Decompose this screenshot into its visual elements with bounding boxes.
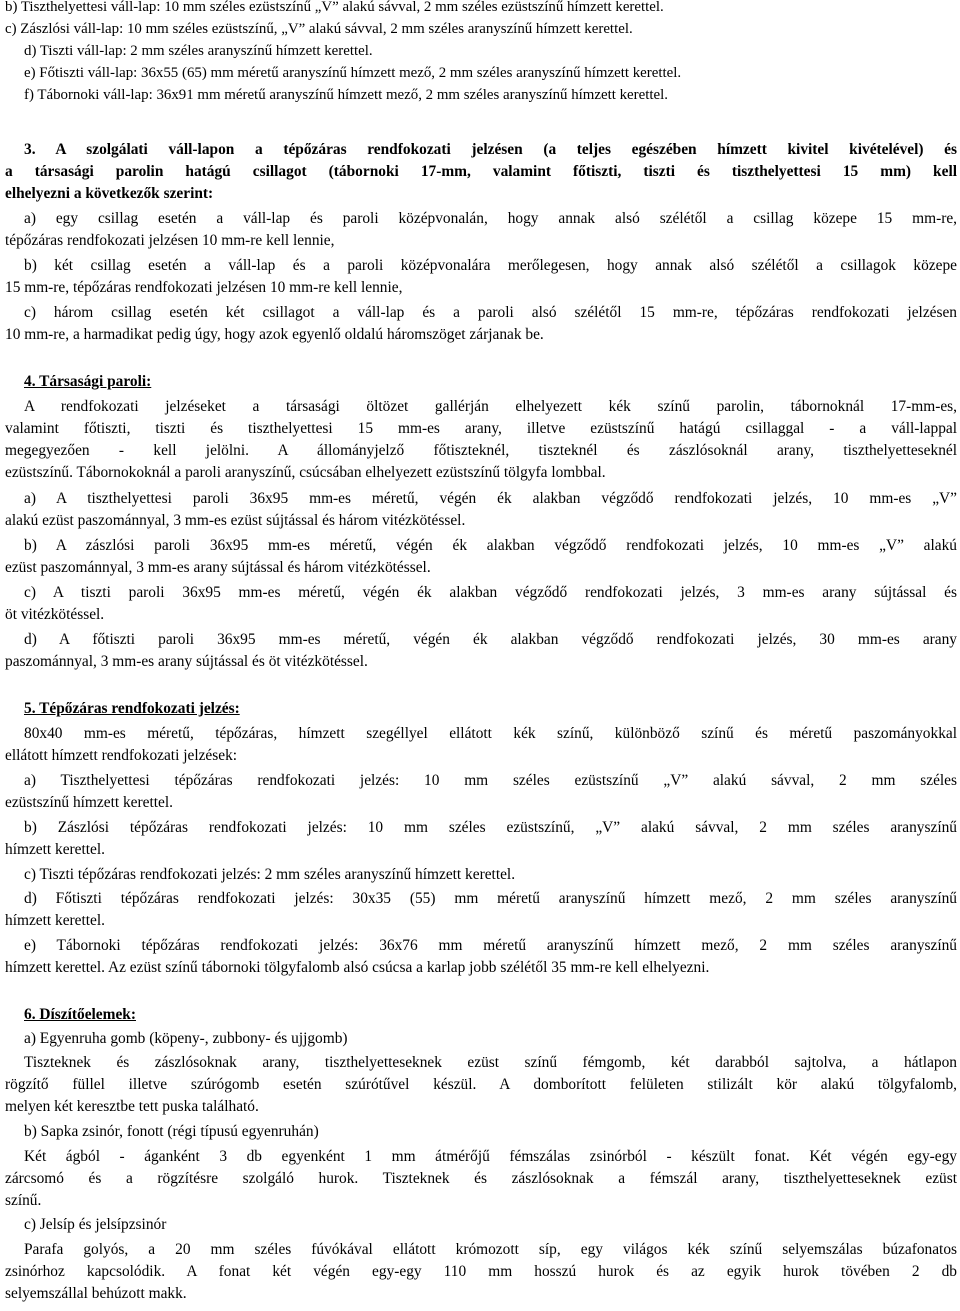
- section-4-line: paszománnyal, 3 mm-es arany sújtással és öt vitézkötéssel.: [5, 653, 368, 670]
- section-4-line: öt vitézkötéssel.: [5, 606, 105, 623]
- section-3-line: c) három csillag esetén két csillagot a váll-lap és a paroli alsó szélétől 15 mm-re, tépőzáras rendfokozati jelzésen: [24, 304, 957, 321]
- section-3-line: tépőzáras rendfokozati jelzésen 10 mm-re kell lennie,: [5, 232, 335, 249]
- section-6-line: a) Egyenruha gomb (köpeny-, zubbony- és ujjgomb): [24, 1030, 348, 1047]
- section-5-line: hímzett kerettel. Az ezüst színű tábornoki tölgyfalomb alsó csúcsa a karlap jobb szélétől 35 mm-re kell elhelyezni.: [5, 959, 710, 976]
- section-6-line: rögzítő füllel illetve szúrógomb esetén szúrótűvel készül. A domborított felületen stilizált kör alakú tölgyfalomb,: [5, 1076, 957, 1093]
- section-5-line: b) Zászlósi tépőzáras rendfokozati jelzés: 10 mm széles ezüstszínű, „V” alakú sávval, 2 mm széles aranyszínű: [24, 819, 957, 836]
- section-3-line: b) két csillag esetén a váll-lap és a paroli középvonalára merőlegesen, hogy annak alsó szélétől a csillagok közepe: [24, 257, 957, 274]
- section-3-heading-line-2: a társasági parolin hatágú csillagot (tábornoki 17-mm, valamint főtiszti, tiszti és tiszthelyettesi 15 mm) kell: [5, 163, 957, 180]
- section-5-line: hímzett kerettel.: [5, 912, 105, 929]
- section-4-line: megegyezően - kell jelölni. A állományjelző főtiszteknél, tiszteknél és zászlósoknál arany, tiszthelyetteseknél: [5, 442, 957, 459]
- section-5-title-row: [24, 698, 957, 720]
- section-3-line: 15 mm-re, tépőzáras rendfokozati jelzésen 10 mm-re kell lennie,: [5, 279, 403, 296]
- section-4-title: 4. Társasági paroli:: [24, 373, 152, 390]
- section-5-line: c) Tiszti tépőzáras rendfokozati jelzés: 2 mm széles aranyszínű hímzett kerettel.: [24, 866, 516, 883]
- section-6-line: Tiszteknek és zászlósoknak arany, tiszthelyetteseknek ezüst színű fémgomb, két darabból sajtolva, a hátlapon: [24, 1054, 957, 1071]
- section-5-line: 80x40 mm-es méretű, tépőzáras, hímzett szegéllyel ellátott kék színű, különböző színű és méretű paszományokkal: [24, 725, 957, 742]
- section-4-line: A rendfokozati jelzéseket a társasági öltözet gallérján elhelyezett kék színű parolin, tábornoknál 17-mm-es,: [24, 398, 957, 415]
- section-4-line: alakú ezüst paszománnyal, 3 mm-es ezüst sújtással és három vitézkötéssel.: [5, 512, 466, 529]
- list-item-b-tiszthelyettesi: b) Tiszthelyettesi váll-lap: 10 mm széles ezüstszínű „V” alakú sávval, 2 mm széles ezüstszínű hímzett kerettel.: [5, 0, 664, 15]
- section-5-line: e) Tábornoki tépőzáras rendfokozati jelzés: 36x76 mm méretű aranyszínű hímzett mező, 2 mm széles aranyszínű: [24, 937, 957, 954]
- section-3-line: a) egy csillag esetén a váll-lap és paroli középvonalán, hogy annak alsó szélétől a csillag közepe 15 mm-re,: [24, 210, 957, 227]
- section-6-line: zsinórhoz kapcsolódik. A fonat két végén egy-egy 110 mm hosszú hurok és az egyik hurok tövében 2 db: [5, 1263, 957, 1280]
- section-5-line: d) Főtiszti tépőzáras rendfokozati jelzés: 30x35 (55) mm méretű aranyszínű hímzett mező, 2 mm széles aranyszínű: [24, 890, 957, 907]
- section-6-title-row: [24, 1004, 957, 1026]
- list-item-d-tiszti: d) Tiszti váll-lap: 2 mm széles aranyszínű hímzett kerettel.: [24, 43, 373, 59]
- section-4-title-row: [24, 371, 957, 393]
- section-3-heading-line-1: 3. A szolgálati váll-lapon a tépőzáras rendfokozati jelzésen (a teljes egészében hímzett kivitel kivételével) és: [24, 141, 957, 158]
- section-4-line: d) A főtiszti paroli 36x95 mm-es méretű, végén ék alakban végződő rendfokozati jelzés, 30 mm-es arany: [24, 631, 957, 648]
- section-6-line: selyemszállal behúzott makk.: [5, 1285, 187, 1302]
- section-5-line: hímzett kerettel.: [5, 841, 105, 858]
- section-6-line: c) Jelsíp és jelsípzsinór: [24, 1216, 167, 1233]
- section-5-line: ellátott hímzett rendfokozati jelzések:: [5, 747, 238, 764]
- section-6-line: Két ágból - áganként 3 db egyenként 1 mm átmérőjű fémszálas zsinórból - készült fonat. Két végén egy-egy: [24, 1148, 957, 1165]
- section-6-line: zárcsomó és a rögzítésre szolgáló hurok. Tiszteknek és zászlósoknak a fémszál arany, tiszthelyetteseknek ezüst: [5, 1170, 957, 1187]
- section-5-line: ezüstszínű hímzett kerettel.: [5, 794, 173, 811]
- section-4-line: b) A zászlósi paroli 36x95 mm-es méretű, végén ék alakban végződő rendfokozati jelzés, 10 mm-es „V” alakú: [24, 537, 957, 554]
- section-6-title: 6. Díszítőelemek:: [24, 1006, 136, 1023]
- section-4-line: a) A tiszthelyettesi paroli 36x95 mm-es méretű, végén ék alakban végződő rendfokozati jelzés, 10 mm-es „V”: [24, 490, 957, 507]
- section-6-line: b) Sapka zsinór, fonott (régi típusú egyenruhán): [24, 1123, 319, 1140]
- section-3-heading-line-3: elhelyezni a következők szerint:: [5, 185, 214, 202]
- section-5-title: 5. Tépőzáras rendfokozati jelzés:: [24, 700, 240, 717]
- section-4-line: valamint főtiszti, tiszti és tiszthelyettesi 15 mm-es arany, illetve ezüstszínű hatágú csillaggal - a váll-lappal: [5, 420, 957, 437]
- section-4-line: ezüst paszománnyal, 3 mm-es arany sújtással és három vitézkötéssel.: [5, 559, 431, 576]
- section-6-line: melyen két keresztbe tett puska található.: [5, 1098, 259, 1115]
- section-6-line: színű.: [5, 1192, 42, 1209]
- section-5-line: a) Tiszthelyettesi tépőzáras rendfokozati jelzés: 10 mm széles ezüstszínű „V” alakú sávval, 2 mm széles: [24, 772, 957, 789]
- list-item-c-zaszlosi: c) Zászlósi váll-lap: 10 mm széles ezüstszínű, „V” alakú sávval, 2 mm széles aranyszínű hímzett kerettel.: [5, 21, 633, 37]
- section-4-line: c) A tiszti paroli 36x95 mm-es méretű, végén ék alakban végződő rendfokozati jelzés, 3 mm-es arany sújtással és: [24, 584, 957, 601]
- section-6-line: Parafa golyós, a 20 mm széles fúvókával ellátott krómozott síp, egy világos kék színű selyemszálas búzafonatos: [24, 1241, 957, 1258]
- list-item-e-fotiszti: e) Főtiszti váll-lap: 36x55 (65) mm méretű aranyszínű hímzett mező, 2 mm széles aranyszínű hímzett kerettel.: [24, 65, 682, 81]
- section-3-line: 10 mm-re, a harmadikat pedig úgy, hogy azok egyenlő oldalú háromszöget zárjanak be.: [5, 326, 544, 343]
- list-item-f-tabornoki: f) Tábornoki váll-lap: 36x91 mm méretű aranyszínű hímzett mező, 2 mm széles aranyszínű hímzett kerettel.: [24, 87, 668, 103]
- section-4-line: ezüstszínű. Tábornokoknál a paroli aranyszínű, csúcsában elhelyezett ezüstszínű tölgyfa lombbal.: [5, 464, 606, 481]
